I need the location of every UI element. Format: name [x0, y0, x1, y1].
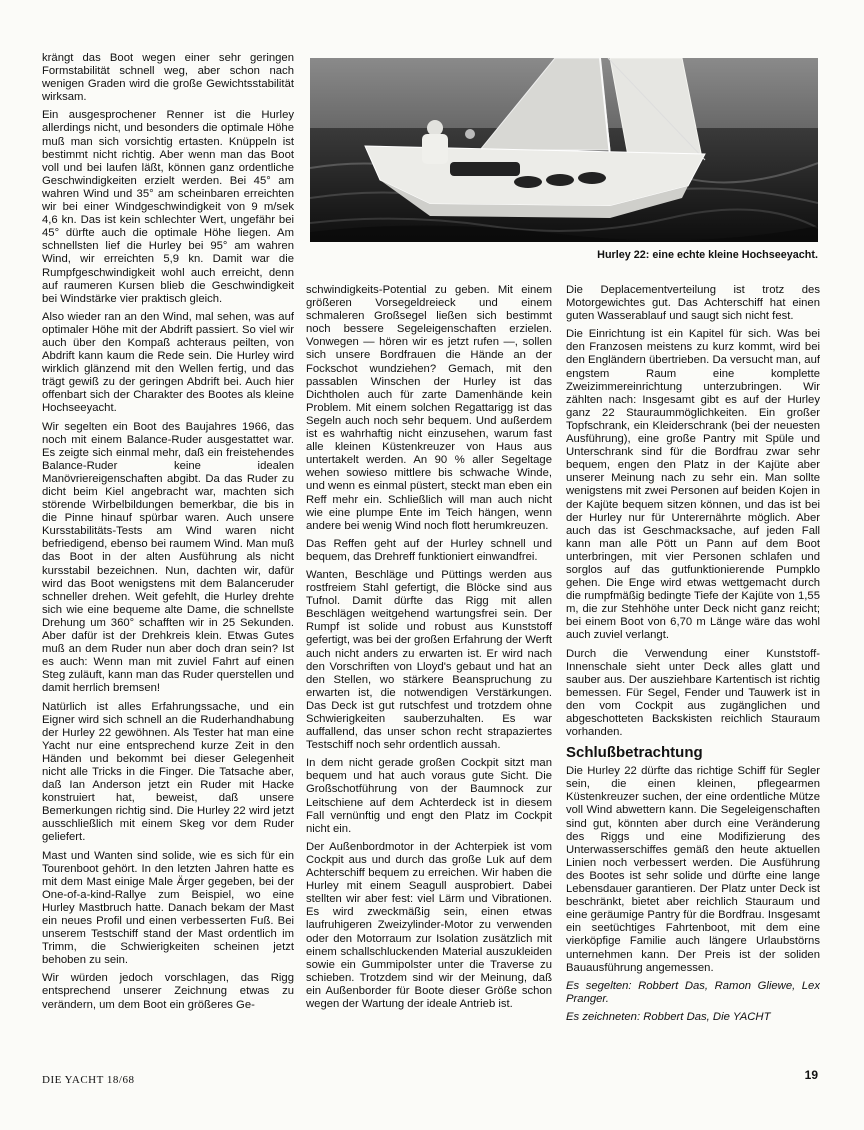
sailboat-illustration [310, 58, 818, 242]
conclusion-paragraph: Die Hurley 22 dürfte das richtige Schiff für Segler sein, die einen kleinen, pflegearmen Küstenkreuzer suchen, der eine ordentliche Mütze voll Wind abwettern kann. Die Segeleigenschaften sind gut, könnten aber durch eine Veränderung des Riggs und eine Modifizierung des Unterwasserschiffes gemäß den heute aktuellen Linien noch verbessert werden. Die Ausführung des Bootes ist sehr solide und dürfte eine lange Lebensdauer garantieren. Der Platz unter Deck ist beschränkt, bietet aber reichlich Stauraum und eine geräumige Pantry für die Bordfrau. Insgesamt ein seetüchtiges Fahrtenboot, mit dem eine vierköpfige Familie auch längere Urlaubstörns unternehmen kann. Der Preis ist der soliden Bauausführung angemessen. [566, 765, 820, 974]
paragraph: schwindigkeits-Potential zu geben. Mit einem größeren Vorsegeldreieck und einem schmaleren Großsegel ließen sich bestimmt noch bessere Segeleigenschaften erzielen. Vonwegen — hören wir es jetzt rufen —, sollen sich unsere Bordfrauen die Hände an der Fockschot wundziehen? Gemach, mit den passablen Winschen der Hurley ist das Dichtholen auch für zarte Damenhände kein Problem. Mit einem solchen Regattarigg ist das Segeln auch noch sehr bequem. Und außerdem ist es wahrhaftig nicht einzusehen, warum fast alle kleinen Küstenkreuzer von Haus aus untertakelt werden. An 90 % aller Segeltage wehen sowieso mittlere bis schwache Winde, und wenn es einmal püstert, steckt man eben ein Reff mehr ein. Schließlich will man auch nicht wie eine plumpe Ente im Teich hängen, wenn andere bei wenig Wind noch flott herumkreuzen. [306, 284, 552, 532]
photo-caption: Hurley 22: eine echte kleine Hochseeyacht. [597, 249, 818, 261]
paragraph: Wir würden jedoch vorschlagen, das Rigg entsprechend unserer Zeichnung etwas zu verändern, um dem Boot ein größeres Ge- [42, 972, 294, 1011]
credits-sailed-by: Es segelten: Robbert Das, Ramon Gliewe, Lex Pranger. [566, 979, 820, 1005]
sailboat-photo [310, 58, 818, 242]
article-column-1 [42, 52, 294, 1072]
paragraph: Wanten, Beschläge und Püttings werden aus rostfreiem Stahl gefertigt, die Blöcke sind aus Tufnol. Damit dürfte das Rigg mit allen Beschlägen weitgehend wartungsfrei sein. Der Rumpf ist solide und robust aus Kunststoff gefertigt, was bei der großen Erfahrung der Werft auch nicht anders zu erwarten ist. Er wird nach den Vorschriften von Lloyd's gebaut und hat an den Stellen, wo stärkere Beanspruchung zu erwarten ist, die notwendigen Verstärkungen. Das Deck ist gut rutschfest und trotzdem ohne Schwierigkeiten sauberzuhalten. Es war auffallend, das unser schon recht strapaziertes Testschiff noch sehr ordentlich aussah. [306, 568, 552, 752]
magazine-footer: DIE YACHT 18/68 [42, 1074, 135, 1086]
paragraph: Die Deplacementverteilung ist trotz des Motorgewichtes gut. Das Achterschiff hat einen guten Wasserablauf und saugt sich nicht fest. [566, 284, 820, 323]
paragraph: Durch die Verwendung einer Kunststoff-Innenschale sieht unter Deck alles glatt und sauber aus. Der ausziehbare Kartentisch ist richtig bemessen. Für Segel, Fender und Tauwerk ist in den vom Cockpit aus zugänglichen und abgeschotteten Backskisten reichlich Stauraum vorhanden. [566, 647, 820, 739]
paragraph: krängt das Boot wegen einer sehr geringen Formstabilität schnell weg, aber schon nach wenigen Graden wird die große Gewichtsstabilität wirksam. [42, 52, 294, 104]
credits-drawn-by: Es zeichneten: Robbert Das, Die YACHT [566, 1010, 771, 1023]
paragraph: Das Reffen geht auf der Hurley schnell und bequem, das Drehreff funktioniert einwandfrei. [306, 537, 552, 563]
article-column-2 [306, 284, 552, 1064]
paragraph: Die Einrichtung ist ein Kapitel für sich. Was bei den Franzosen meistens zu kurz kommt, wird bei den Engländern übertrieben. Da versucht man, auf engstem Raum eine komplette Zweizimmereinrichtung unterzubringen. Wir zählten nach: Insgesamt gibt es auf der Hurley ganz 22 Stauraummöglichkeiten. Ein großer Topfschrank, ein Kleiderschrank (bei der neuesten Ausführung), eine große Pantry mit Spüle und Unterschrank sind für die Bordfrau zwar sehr bequem, engen den Platz in der Kajüte aber unserer Meinung nach zu sehr ein. Man sollte wenigstens mit zwei Personen auf beiden Kojen in der Kajüte bequem sitzen können, und das ist bei der Hurley nur für Unterernährte möglich. Aber auch das ist Geschmacksache, auf jeden Fall kann man alle Pött un Pann auf dem Boot unterbringen, mit vier Personen schlafen und sorglos auf das gutfunktionierende Pumpklo gehen. Die Enge wird etwas wettgemacht durch die rumpfmäßig bedingte Tiefe der Kajüte von 1,55 m, die zur Stehhöhe unter Deck nicht ganz reicht; bei einem Boot von 6,70 m Länge wäre das wohl auch zuviel verlangt. [566, 328, 820, 642]
paragraph: Natürlich ist alles Erfahrungssache, und ein Eigner wird sich schnell an die Ruderhandhabung der Hurley 22 gewöhnen. Als Tester hat man eine Yacht nur eine entsprechend kurze Zeit in den Händen und bekommt bei dieser Gelegenheit nicht alle Tricks in die Finger. Die Tatsache aber, daß Ian Anderson jetzt ein Ruder mit Hacke konstruiert hat, beweist, daß unsere Bemerkungen richtig sind. Die Hurley 22 wird jetzt ausschließlich mit einem Skeg vor dem Ruder geliefert. [42, 700, 294, 844]
paragraph: Der Außenbordmotor in der Achterpiek ist vom Cockpit aus und durch das große Luk auf dem Achterschiff bequem zu erreichen. Wir haben die Hurley mit einem Seagull ausprobiert. Dabei stellten wir aber fest: viel Lärm und Vibrationen. Es wird zweckmäßig sein, einen etwas laufruhigeren Zweizylinder-Motor zu verwenden oder den Motorraum zur Isolation zusätzlich mit einem schallschluckenden Material auszukleiden sowie ein Gummipolster unter die Traverse zu schieben. Trotzdem sind wir der Meinung, daß ein Außenborder für Boote dieser Größe schon wegen der Wartung der ideale Antrieb ist. [306, 840, 552, 1010]
conclusion-heading: Schlußbetrachtung [566, 744, 703, 762]
paragraph: Mast und Wanten sind solide, wie es sich für ein Tourenboot gehört. In den letzten Jahren hatte es mit dem Mast einige Male Ärger gegeben, bei der One-of-a-kind-Rallye zum Beispiel, wo eine Hurley Mastbruch hatte. Danach bekam der Mast ein neues Profil und einen verbesserten Fuß. Bei unserem Testschiff stand der Mast ordentlich im Trimm, die Schwierigkeiten scheinen jetzt behoben zu sein. [42, 849, 294, 967]
paragraph: Also wieder ran an den Wind, mal sehen, was auf optimaler Höhe mit der Abdrift passiert. So viel wir auch über den Kompaß achteraus peilten, von Abdrift kann kaum die Rede sein. Die Hurley wird wirklich glänzend mit den Wellen fertig, und das trägt gewiß zu der geringen Abdrift bei. Auch hier offenbart sich der Charakter des Bootes als kleine Hochseeyacht. [42, 310, 294, 415]
article-column-3 [566, 284, 820, 1084]
page-number: 19 [804, 1068, 818, 1082]
paragraph: Wir segelten ein Boot des Baujahres 1966, das noch mit einem Balance-Ruder ausgestattet war. Es zeigte sich einmal mehr, daß ein freistehendes Balance-Ruder keine idealen Manövriereigenschaften abgibt. Da das Ruder zu dicht beim Kiel angebracht war, machten sich störende Wirbelbildungen bemerkbar, die bis in die Pinne hinauf spürbar waren. Auch unsere Kursstabilitäts-Tests am Wind waren nicht befriedigend, ebenso bei raumem Wind. Man muß das Boot in der alten Ausführung als nicht kursstabil bezeichnen. Nun, dachten wir, dafür wird das Boot wenigstens mit dem Balanceruder schneller drehen. Weit gefehlt, die Hurley drehte sich wie eine bequeme alte Dame, die schnellste Drehung um 360° schafften wir in 25 Sekunden. Aber dafür ist der Drehkreis klein. Etwas Gutes muß an dem Ruder nun aber doch dran sein? Ist es auch: Wenn man mit zuviel Fahrt auf einen Steg zuläuft, kann man das Ruder querstellen und damit herrlich bremsen! [42, 420, 294, 695]
paragraph: Ein ausgesprochener Renner ist die Hurley allerdings nicht, und besonders die optimale Höhe muß man sich vorsichtig ertasten. Knüppeln ist bestimmt nicht richtig. Aber wenn man das Boot voll und bei laufen läßt, können ganz ordentliche Geschwindigkeiten erzielt werden. Bei 45° am wahren Wind und 35° am scheinbaren erreichten wir bei einer Windgeschwindigkeit von 9 m/sek 4,6 kn. Das ist kein schlechter Wert, ungefähr bei 45° dürfte auch die optimale Höhe liegen. Am schnellsten lief die Hurley bei 95° am wahren Wind, wir erreichten 5,9 kn. Damit war die Rumpfgeschwindigkeit wohl auch erreicht, denn auf raumeren Kursen blieb die Geschwindigkeit bei Windstärke vier praktisch gleich. [42, 109, 294, 305]
paragraph: In dem nicht gerade großen Cockpit sitzt man bequem und hat auch voraus gute Sicht. Die Großschotführung von der Baumnock zur Leitschiene auf dem Achterdeck ist in diesem Fall vernünftig und engt den Platz im Cockpit nicht ein. [306, 757, 552, 835]
